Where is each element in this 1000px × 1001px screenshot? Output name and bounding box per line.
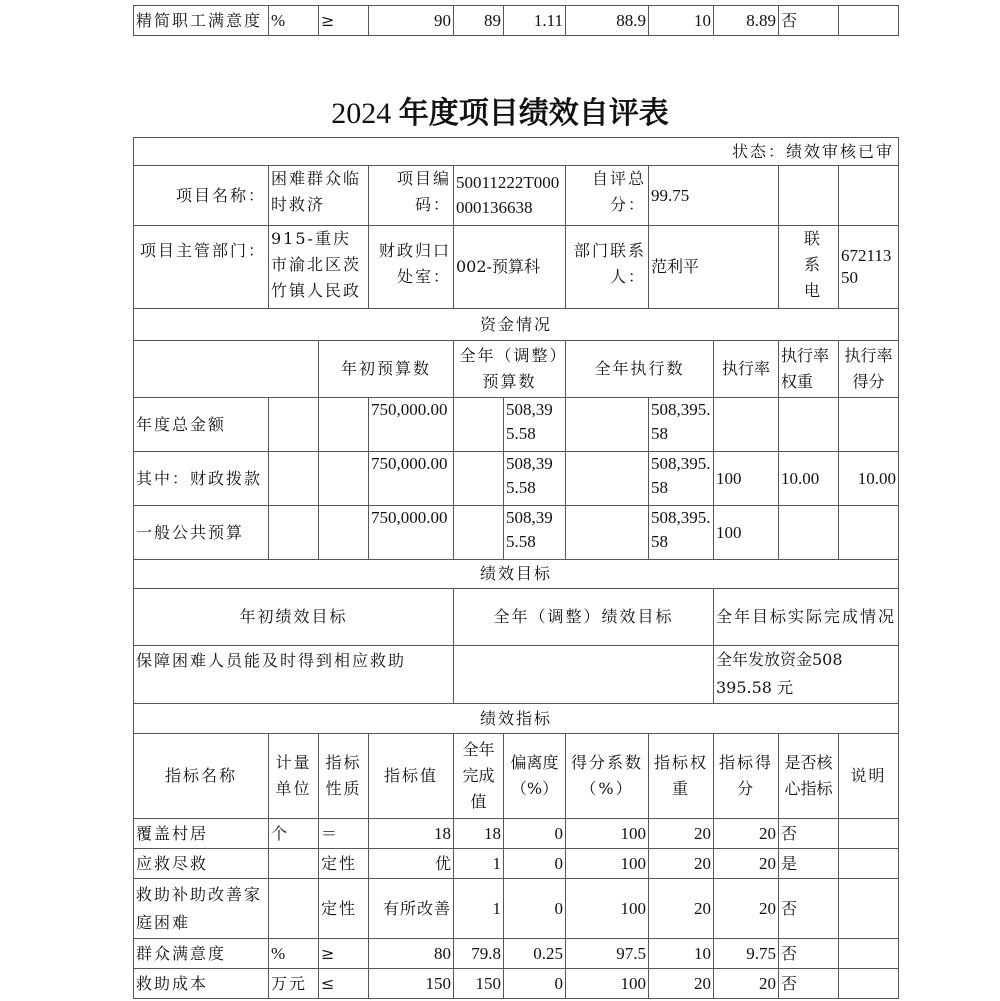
empty-cell (565, 505, 649, 560)
indicator-actual: 150 (453, 968, 504, 999)
indicator-score: 20 (713, 878, 779, 939)
indicator-nature: ＝ (318, 818, 369, 849)
goals-header-actual: 全年目标实际完成情况 (713, 588, 899, 646)
goals-header-initial: 年初绩效目标 (133, 588, 454, 646)
indicator-name: 群众满意度 (133, 938, 269, 969)
funds-adjusted: 508,395.58 (503, 451, 566, 506)
indicator-target: 90 (368, 5, 454, 36)
self-score-value: 99.75 (648, 165, 779, 226)
indicator-score: 20 (713, 848, 779, 879)
indicator-note (838, 818, 899, 849)
goals-header-adjusted: 全年（调整）绩效目标 (453, 588, 714, 646)
indicator-header-actual: 全年完成值 (453, 733, 504, 819)
funds-header-adjusted: 全年（调整）预算数 (453, 340, 566, 398)
indicator-note (838, 878, 899, 939)
empty-cell (453, 451, 504, 506)
funds-score (838, 505, 899, 560)
project-code-value: 50011222T000000136638 (453, 165, 566, 226)
indicator-note (838, 5, 899, 36)
indicator-coef: 88.9 (565, 5, 649, 36)
indicator-header-deviation: 偏离度（%） (503, 733, 566, 819)
funds-rate (713, 397, 779, 452)
empty-cell (268, 505, 319, 560)
indicator-name: 应救尽救 (133, 848, 269, 879)
indicator-coef: 100 (565, 878, 649, 939)
funds-executed: 508,395.58 (648, 451, 714, 506)
contact-label: 部门联系人： (565, 225, 649, 309)
goals-section-title: 绩效目标 (133, 559, 899, 589)
indicator-deviation: 0 (503, 968, 566, 999)
funds-weight: 10.00 (778, 451, 839, 506)
funds-rate: 100 (713, 451, 779, 506)
indicator-core: 否 (778, 818, 839, 849)
funds-score (838, 397, 899, 452)
funds-header-blank (133, 340, 319, 398)
indicator-target: 优 (368, 848, 454, 879)
funds-row-label: 其中：财政拨款 (133, 451, 269, 506)
indicator-note (838, 968, 899, 999)
funds-initial: 750,000.00 (368, 505, 454, 560)
indicator-name: 覆盖村居 (133, 818, 269, 849)
project-name-label: 项目名称： (133, 165, 269, 226)
project-name-value: 困难群众临时救济 (268, 165, 369, 226)
funds-header-weight: 执行率权重 (778, 340, 839, 398)
funds-row-label: 年度总金额 (133, 397, 269, 452)
indicator-weight: 10 (648, 938, 714, 969)
indicator-core: 否 (778, 968, 839, 999)
indicator-actual: 1 (453, 878, 504, 939)
indicator-header-name: 指标名称 (133, 733, 269, 819)
funds-adjusted: 508,395.58 (503, 397, 566, 452)
contact-value: 范利平 (648, 225, 779, 309)
indicator-note (838, 938, 899, 969)
empty-cell (318, 397, 369, 452)
indicator-deviation: 1.11 (503, 5, 566, 36)
indicator-note (838, 848, 899, 879)
indicator-actual: 89 (453, 5, 504, 36)
indicator-weight: 10 (648, 5, 714, 36)
indicator-actual: 18 (453, 818, 504, 849)
page-title (0, 88, 1000, 132)
title-text: 年度项目绩效自评表 (391, 97, 669, 130)
funds-header-initial: 年初预算数 (318, 340, 454, 398)
indicator-core: 否 (778, 938, 839, 969)
indicator-nature: ≤ (318, 968, 369, 999)
title-year: 2024 (331, 97, 392, 130)
empty-cell (268, 451, 319, 506)
funds-rate: 100 (713, 505, 779, 560)
empty-cell (453, 505, 504, 560)
indicator-target: 80 (368, 938, 454, 969)
goals-actual-value: 全年发放资金508395.58 元 (713, 645, 899, 704)
indicator-score: 8.89 (713, 5, 779, 36)
dept-label: 项目主管部门： (133, 225, 269, 309)
funds-header-rate: 执行率 (713, 340, 779, 398)
indicator-weight: 20 (648, 818, 714, 849)
indicator-unit: % (268, 5, 319, 36)
funds-initial: 750,000.00 (368, 397, 454, 452)
phone-label: 联系电 (778, 225, 839, 309)
empty-cell (318, 451, 369, 506)
indicator-header-coef: 得分系数（%） (565, 733, 649, 819)
indicator-unit (268, 848, 319, 879)
indicator-deviation: 0 (503, 878, 566, 939)
indicator-nature: 定性 (318, 878, 369, 939)
indicator-nature: ≥ (318, 938, 369, 969)
indicator-weight: 20 (648, 878, 714, 939)
funds-executed: 508,395.58 (648, 505, 714, 560)
goals-initial-value: 保障困难人员能及时得到相应救助 (133, 645, 454, 704)
indicator-core: 否 (778, 878, 839, 939)
indicator-header-score: 指标得分 (713, 733, 779, 819)
empty-cell (268, 397, 319, 452)
indicator-core: 否 (778, 5, 839, 36)
indicator-unit (268, 878, 319, 939)
indicator-deviation: 0 (503, 818, 566, 849)
indicator-name: 精简职工满意度 (133, 5, 269, 36)
self-score-label: 自评总分： (565, 165, 649, 226)
empty-cell (565, 451, 649, 506)
indicator-actual: 1 (453, 848, 504, 879)
empty-cell (453, 397, 504, 452)
indicator-score: 20 (713, 818, 779, 849)
indicator-header-note: 说明 (838, 733, 899, 819)
funds-section-title: 资金情况 (133, 308, 899, 341)
empty-cell (838, 165, 899, 226)
funds-header-score: 执行率得分 (838, 340, 899, 398)
indicator-name: 救助补助改善家庭困难 (133, 878, 269, 939)
indicator-deviation: 0 (503, 848, 566, 879)
indicator-weight: 20 (648, 968, 714, 999)
indicator-score: 9.75 (713, 938, 779, 969)
phone-value: 67211350 (838, 225, 899, 309)
indicators-section-title: 绩效指标 (133, 703, 899, 734)
indicator-unit: 万元 (268, 968, 319, 999)
indicator-core: 是 (778, 848, 839, 879)
indicator-deviation: 0.25 (503, 938, 566, 969)
funds-executed: 508,395.58 (648, 397, 714, 452)
dept-value: 915-重庆市渝北区茨竹镇人民政 (268, 225, 369, 309)
funds-weight (778, 397, 839, 452)
indicator-coef: 100 (565, 968, 649, 999)
funds-initial: 750,000.00 (368, 451, 454, 506)
indicator-score: 20 (713, 968, 779, 999)
indicator-target: 150 (368, 968, 454, 999)
empty-cell (778, 165, 839, 226)
indicator-header-core: 是否核心指标 (778, 733, 839, 819)
project-code-label: 项目编码： (368, 165, 454, 226)
indicator-coef: 100 (565, 848, 649, 879)
indicator-header-target: 指标值 (368, 733, 454, 819)
office-label: 财政归口处室： (368, 225, 454, 309)
funds-header-executed: 全年执行数 (565, 340, 714, 398)
funds-score: 10.00 (838, 451, 899, 506)
indicator-nature: ≥ (318, 5, 369, 36)
indicator-coef: 100 (565, 818, 649, 849)
funds-row-label: 一般公共预算 (133, 505, 269, 560)
indicator-header-unit: 计量单位 (268, 733, 319, 819)
indicator-unit: % (268, 938, 319, 969)
empty-cell (318, 505, 369, 560)
goals-adjusted-value (453, 645, 714, 704)
indicator-actual: 79.8 (453, 938, 504, 969)
indicator-target: 有所改善 (368, 878, 454, 939)
indicator-header-weight: 指标权重 (648, 733, 714, 819)
empty-cell (565, 397, 649, 452)
funds-weight (778, 505, 839, 560)
funds-adjusted: 508,395.58 (503, 505, 566, 560)
indicator-weight: 20 (648, 848, 714, 879)
office-value: 002-预算科 (453, 225, 566, 309)
indicator-unit: 个 (268, 818, 319, 849)
indicator-name: 救助成本 (133, 968, 269, 999)
status-text: 状态：绩效审核已审 (133, 137, 899, 166)
indicator-nature: 定性 (318, 848, 369, 879)
indicator-header-nature: 指标性质 (318, 733, 369, 819)
indicator-target: 18 (368, 818, 454, 849)
indicator-coef: 97.5 (565, 938, 649, 969)
